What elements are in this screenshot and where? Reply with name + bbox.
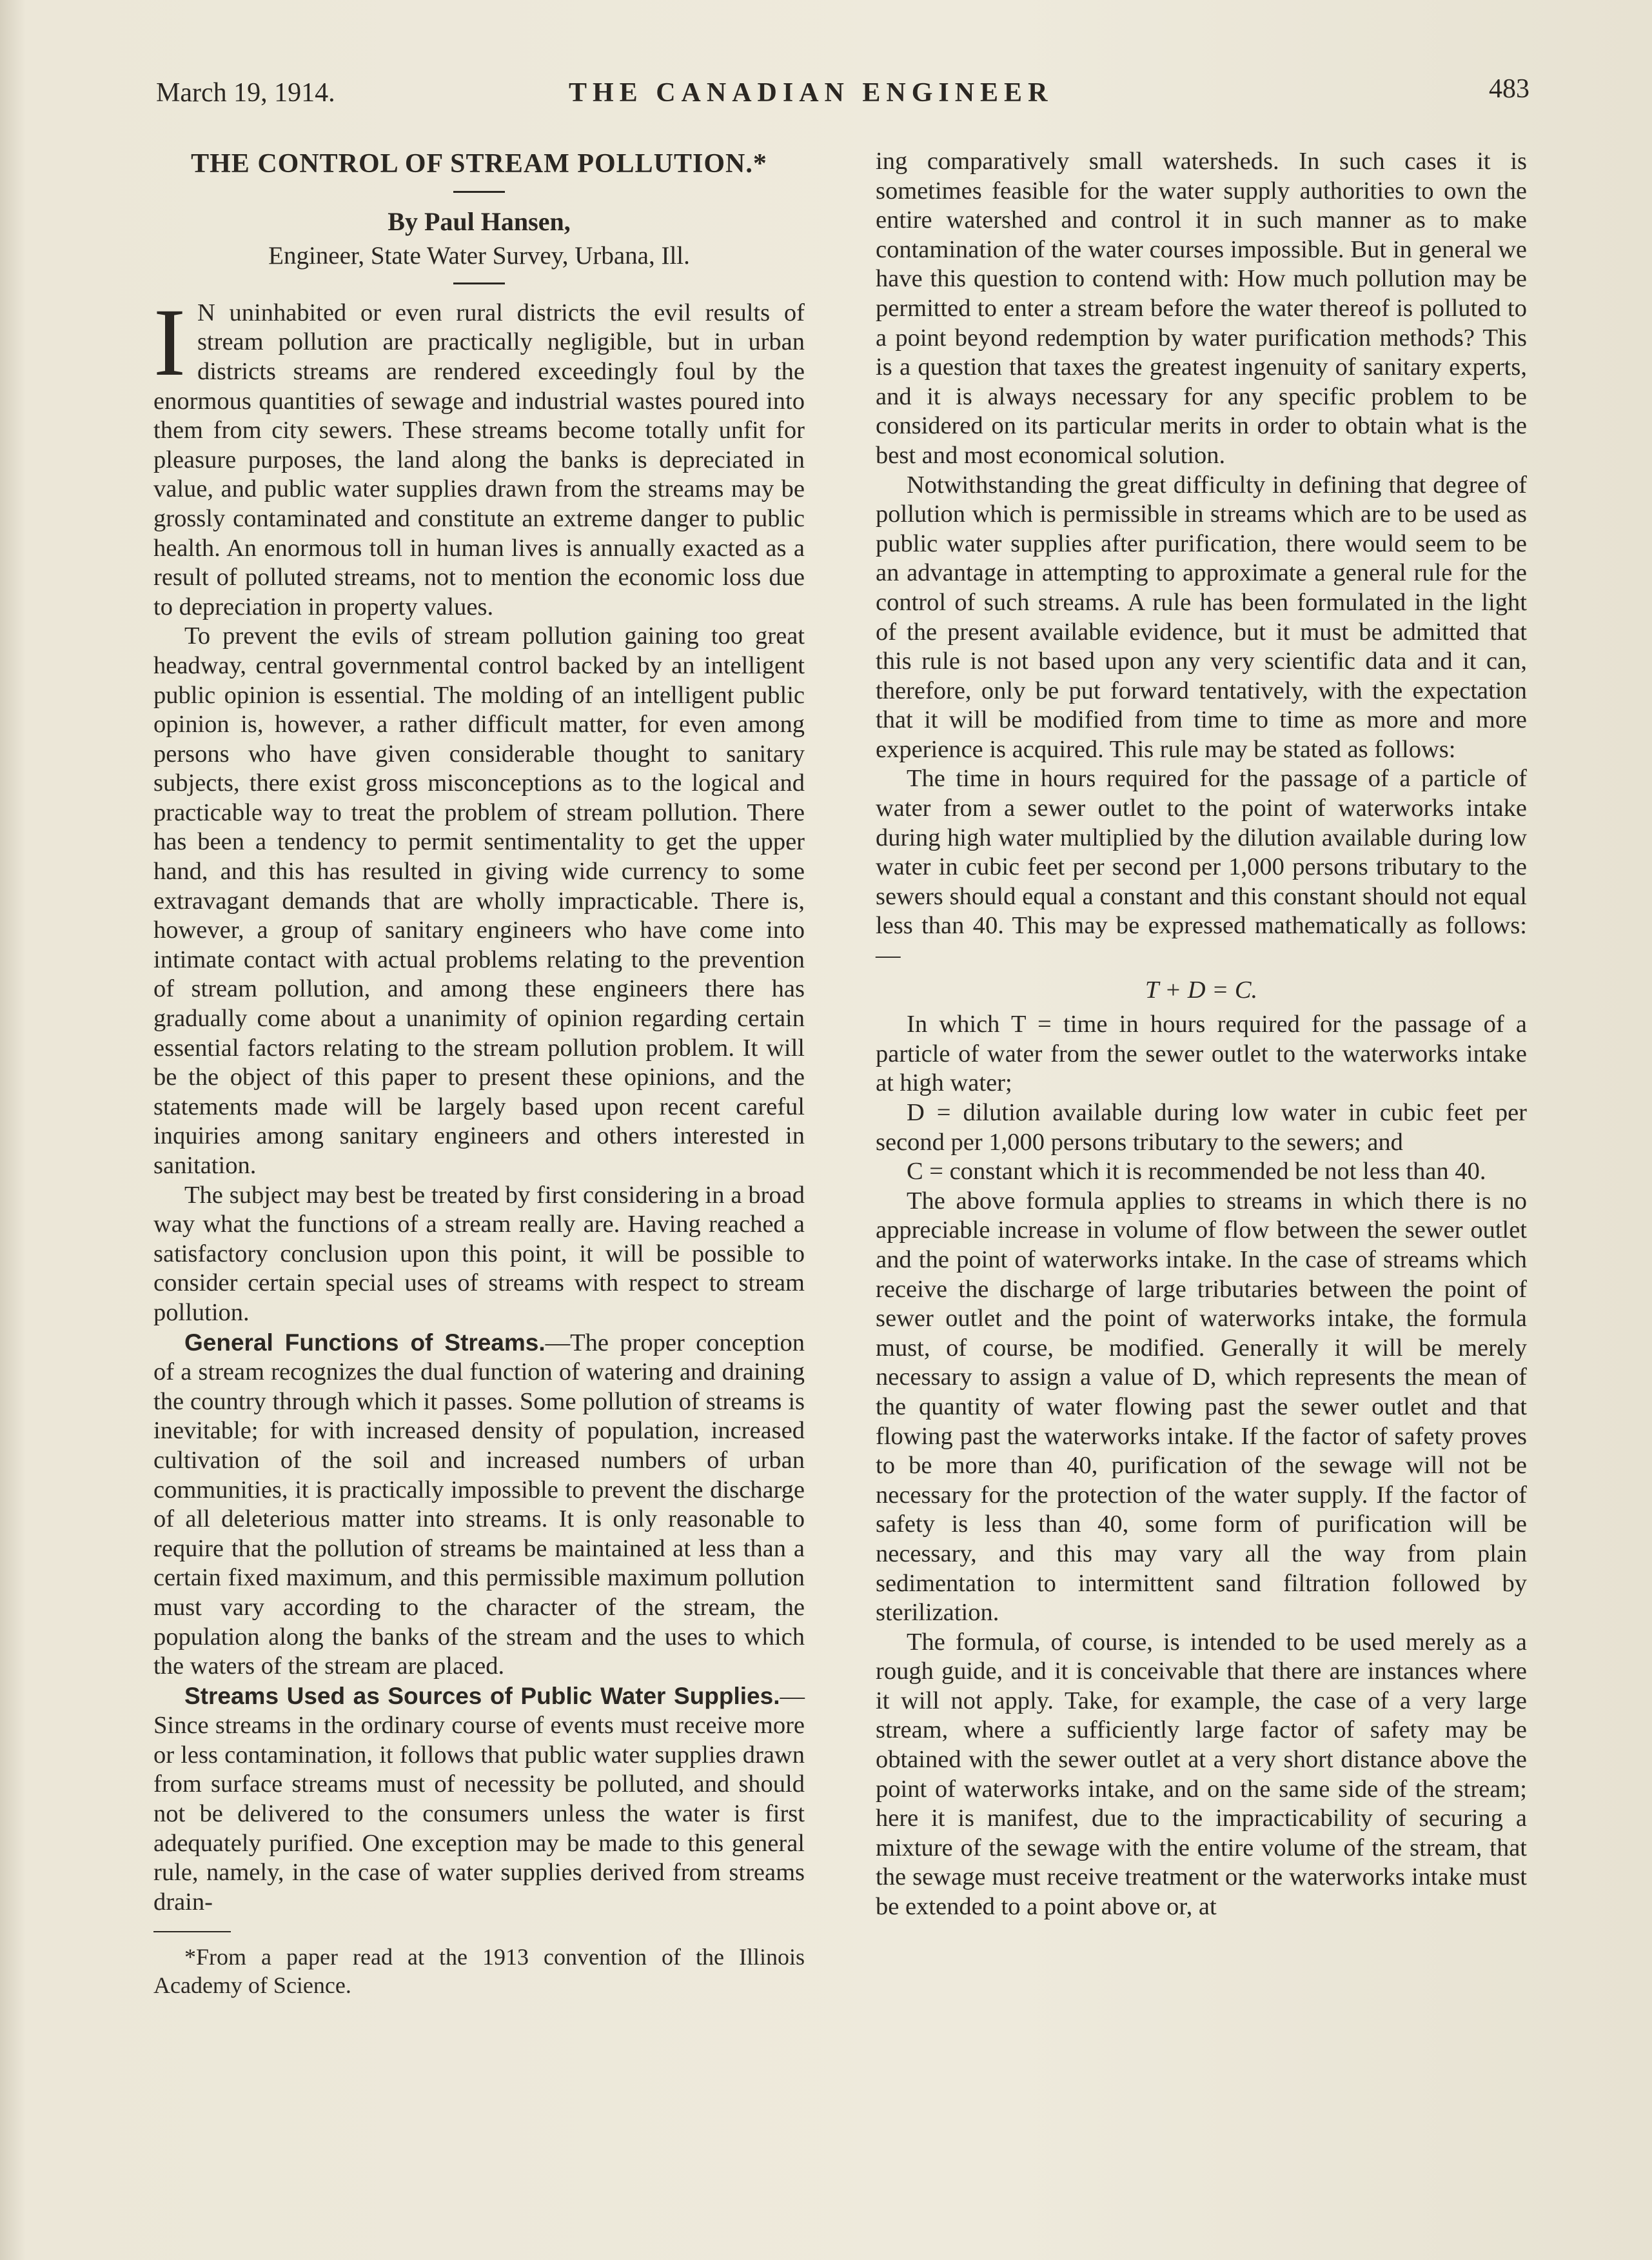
- footnote-divider: [153, 1931, 231, 1932]
- paragraph-general-functions: [153, 1328, 805, 1681]
- paragraph-water-supplies-text: —Since streams in the ordinary course of events must receive more or less contamination, it follows that public water supplies drawn from surface streams must of necessity be polluted, and should not be delivered to the consumers unless the water is first adequately purified. One exception may be made to this general rule, namely, in the case of water supplies derived from streams drain-: [153, 1682, 805, 1916]
- definition-c: C = constant which it is recommended be not less than 40.: [907, 1158, 1486, 1185]
- paragraph-rule: The time in hours required for the passage of a particle of water from a sewer outlet to the point of waterworks intake during high water multiplied by the dilution available during low water in cubic feet per second per 1,000 persons tributary to the sewers should equal a constant and this constant should not equal less than 40. This may be expressed mathematically as follows:—: [876, 765, 1527, 969]
- definition-d: D = dilution available during low water in cubic feet per second per 1,000 persons tributary to the sewers; and: [876, 1099, 1527, 1156]
- running-head: [156, 74, 1529, 129]
- paragraph-intro-text: N uninhabited or even rural districts the evil results of stream pollution are practically negligible, but in urban districts streams are rendered exceedingly foul by the enormous quantities of sewage and industrial wastes poured into them from city sewers. These streams become totally unfit for pleasure purposes, the land along the banks is depreciated in value, and public water supplies drawn from the streams may be grossly contaminated and constitute an extreme danger to public health. An enormous toll in human lives is annually exacted as a result of polluted streams, not to mention the economic loss due to depreciation in property values.: [153, 299, 805, 620]
- paragraph-intro: [153, 288, 805, 622]
- article-title: THE CONTROL OF STREAM POLLUTION.*: [191, 149, 767, 179]
- author-affiliation: Engineer, State Water Survey, Urbana, Ill.: [268, 242, 690, 270]
- formula: T + D = C.: [1145, 976, 1258, 1004]
- paragraph-water-supplies: [153, 1681, 805, 1918]
- paragraph-subject: The subject may best be treated by first considering in a broad way what the functions of a stream really are. Having reached a satisfactory conclusion upon this point, it will be possible to consider certain special uses of streams with respect to stream pollution.: [153, 1181, 805, 1326]
- right-column: [876, 147, 1527, 1922]
- title-divider: [453, 191, 505, 193]
- paragraph-formula-applies: The above formula applies to streams in which there is no appreciable increase in volume of flow between the sewer outlet and the point of waterworks intake. In the case of streams which receive the discharge of large tributaries between the point of sewer outlet and the point of waterworks intake, the formula must, of course, be modified. Generally it will be merely necessary to assign a value of D, which represents the mean of the quantity of water flowing past the sewer outlet and that flowing past the waterworks intake. If the factor of safety proves to be more than 40, purification of the sewage will not be necessary for the protection of the water supply. If the factor of safety is less than 40, some form of purification will be necessary, and this may vary all the way from plain sedimentation to intermittent sand filtration followed by sterilization.: [876, 1187, 1527, 1627]
- paragraph-rule-intro: Notwithstanding the great difficulty in defining that degree of pollution which is permissible in streams which are to be used as public water supplies after purification, there would seem to be an advantage in attempting to approximate a general rule for the control of such streams. A rule has been formulated in the light of the present available evidence, but it must be admitted that this rule is not based upon any very scientific data and it can, therefore, only be put forward tentatively, with the expectation that it will be modified from time to time as more and more experience is acquired. This rule may be stated as follows:: [876, 471, 1527, 763]
- page-number: 483: [1489, 74, 1529, 104]
- section-heading-general-functions: General Functions of Streams.: [184, 1329, 546, 1356]
- drop-cap: I: [153, 288, 186, 396]
- section-heading-water-supplies: Streams Used as Sources of Public Water Supplies.: [184, 1682, 780, 1709]
- paragraph-watersheds: ing comparatively small watersheds. In such cases it is sometimes feasible for the water supply authorities to own the entire watershed and control it in such manner as to make contamination of the water courses impossible. But in general we have this question to contend with: How much pollution may be permitted to enter a stream before the water thereof is polluted to a point beyond redemption by water purification methods? This is a question that taxes the greatest ingenuity of sanitary experts, and it is always necessary for any specific problem to be considered on its particular merits in order to obtain what is the best and most economical solution.: [876, 148, 1527, 469]
- definition-t: In which T = time in hours required for the passage of a particle of water from the sewer outlet to the waterworks intake at high water;: [876, 1011, 1527, 1097]
- footnote: *From a paper read at the 1913 convention of the Illinois Academy of Science.: [153, 1944, 805, 1999]
- paragraph-public-opinion: To prevent the evils of stream pollution gaining too great headway, central governmental control backed by an intelligent public opinion is essential. The molding of an intelligent public opinion is, however, a rather difficult matter, for even among persons who have given considerable thought to sanitary subjects, there exist gross misconceptions as to the logical and practicable way to treat the problem of stream pollution. There has been a tendency to permit sentimentality to get the upper hand, and this has resulted in giving wide currency to some extravagant demands that are wholly impracticable. There is, however, a group of sanitary engineers who have come into intimate contact with actual problems relating to the prevention of stream pollution, and among these engineers there has gradually come about a unanimity of opinion regarding certain essential factors relating to the stream pollution problem. It will be the object of this paper to present these opinions, and the statements made will be largely based upon recent careful inquiries among sanitary engineers and others interested in sanitation.: [153, 622, 805, 1179]
- paragraph-general-functions-text: —The proper conception of a stream recognizes the dual function of watering and draining the country through which it passes. Some pollution of streams is inevitable; for with increased density of population, increased cultivation of the soil and increased numbers of urban communities, it is practically impossible to prevent the discharge of all deleterious matter into streams. It is only reasonable to require that the pollution of streams be maintained at less than a certain fixed maximum, and this permissible maximum pollution must vary according to the character of the stream, the population along the banks of the stream and the uses to which the waters of the stream are placed.: [153, 1329, 805, 1680]
- issue-date: March 19, 1914.: [156, 78, 335, 108]
- paragraph-rough-guide: The formula, of course, is intended to be used merely as a rough guide, and it is conceivable that there are instances where it will not apply. Take, for example, the case of a very large stream, where a sufficiently large factor of safety may be obtained with the sewer outlet at a very short distance above the point of waterworks intake, and on the same side of the stream; here it is manifest, due to the impracticability of securing a mixture of the sewage with the entire volume of the stream, that the sewage must receive treatment or the waterworks intake must be extended to a point above or, at: [876, 1628, 1527, 1921]
- left-column: [153, 150, 805, 1999]
- journal-title: THE CANADIAN ENGINEER: [569, 78, 1054, 108]
- author-byline: By Paul Hansen,: [388, 206, 571, 236]
- byline-divider: [453, 282, 505, 284]
